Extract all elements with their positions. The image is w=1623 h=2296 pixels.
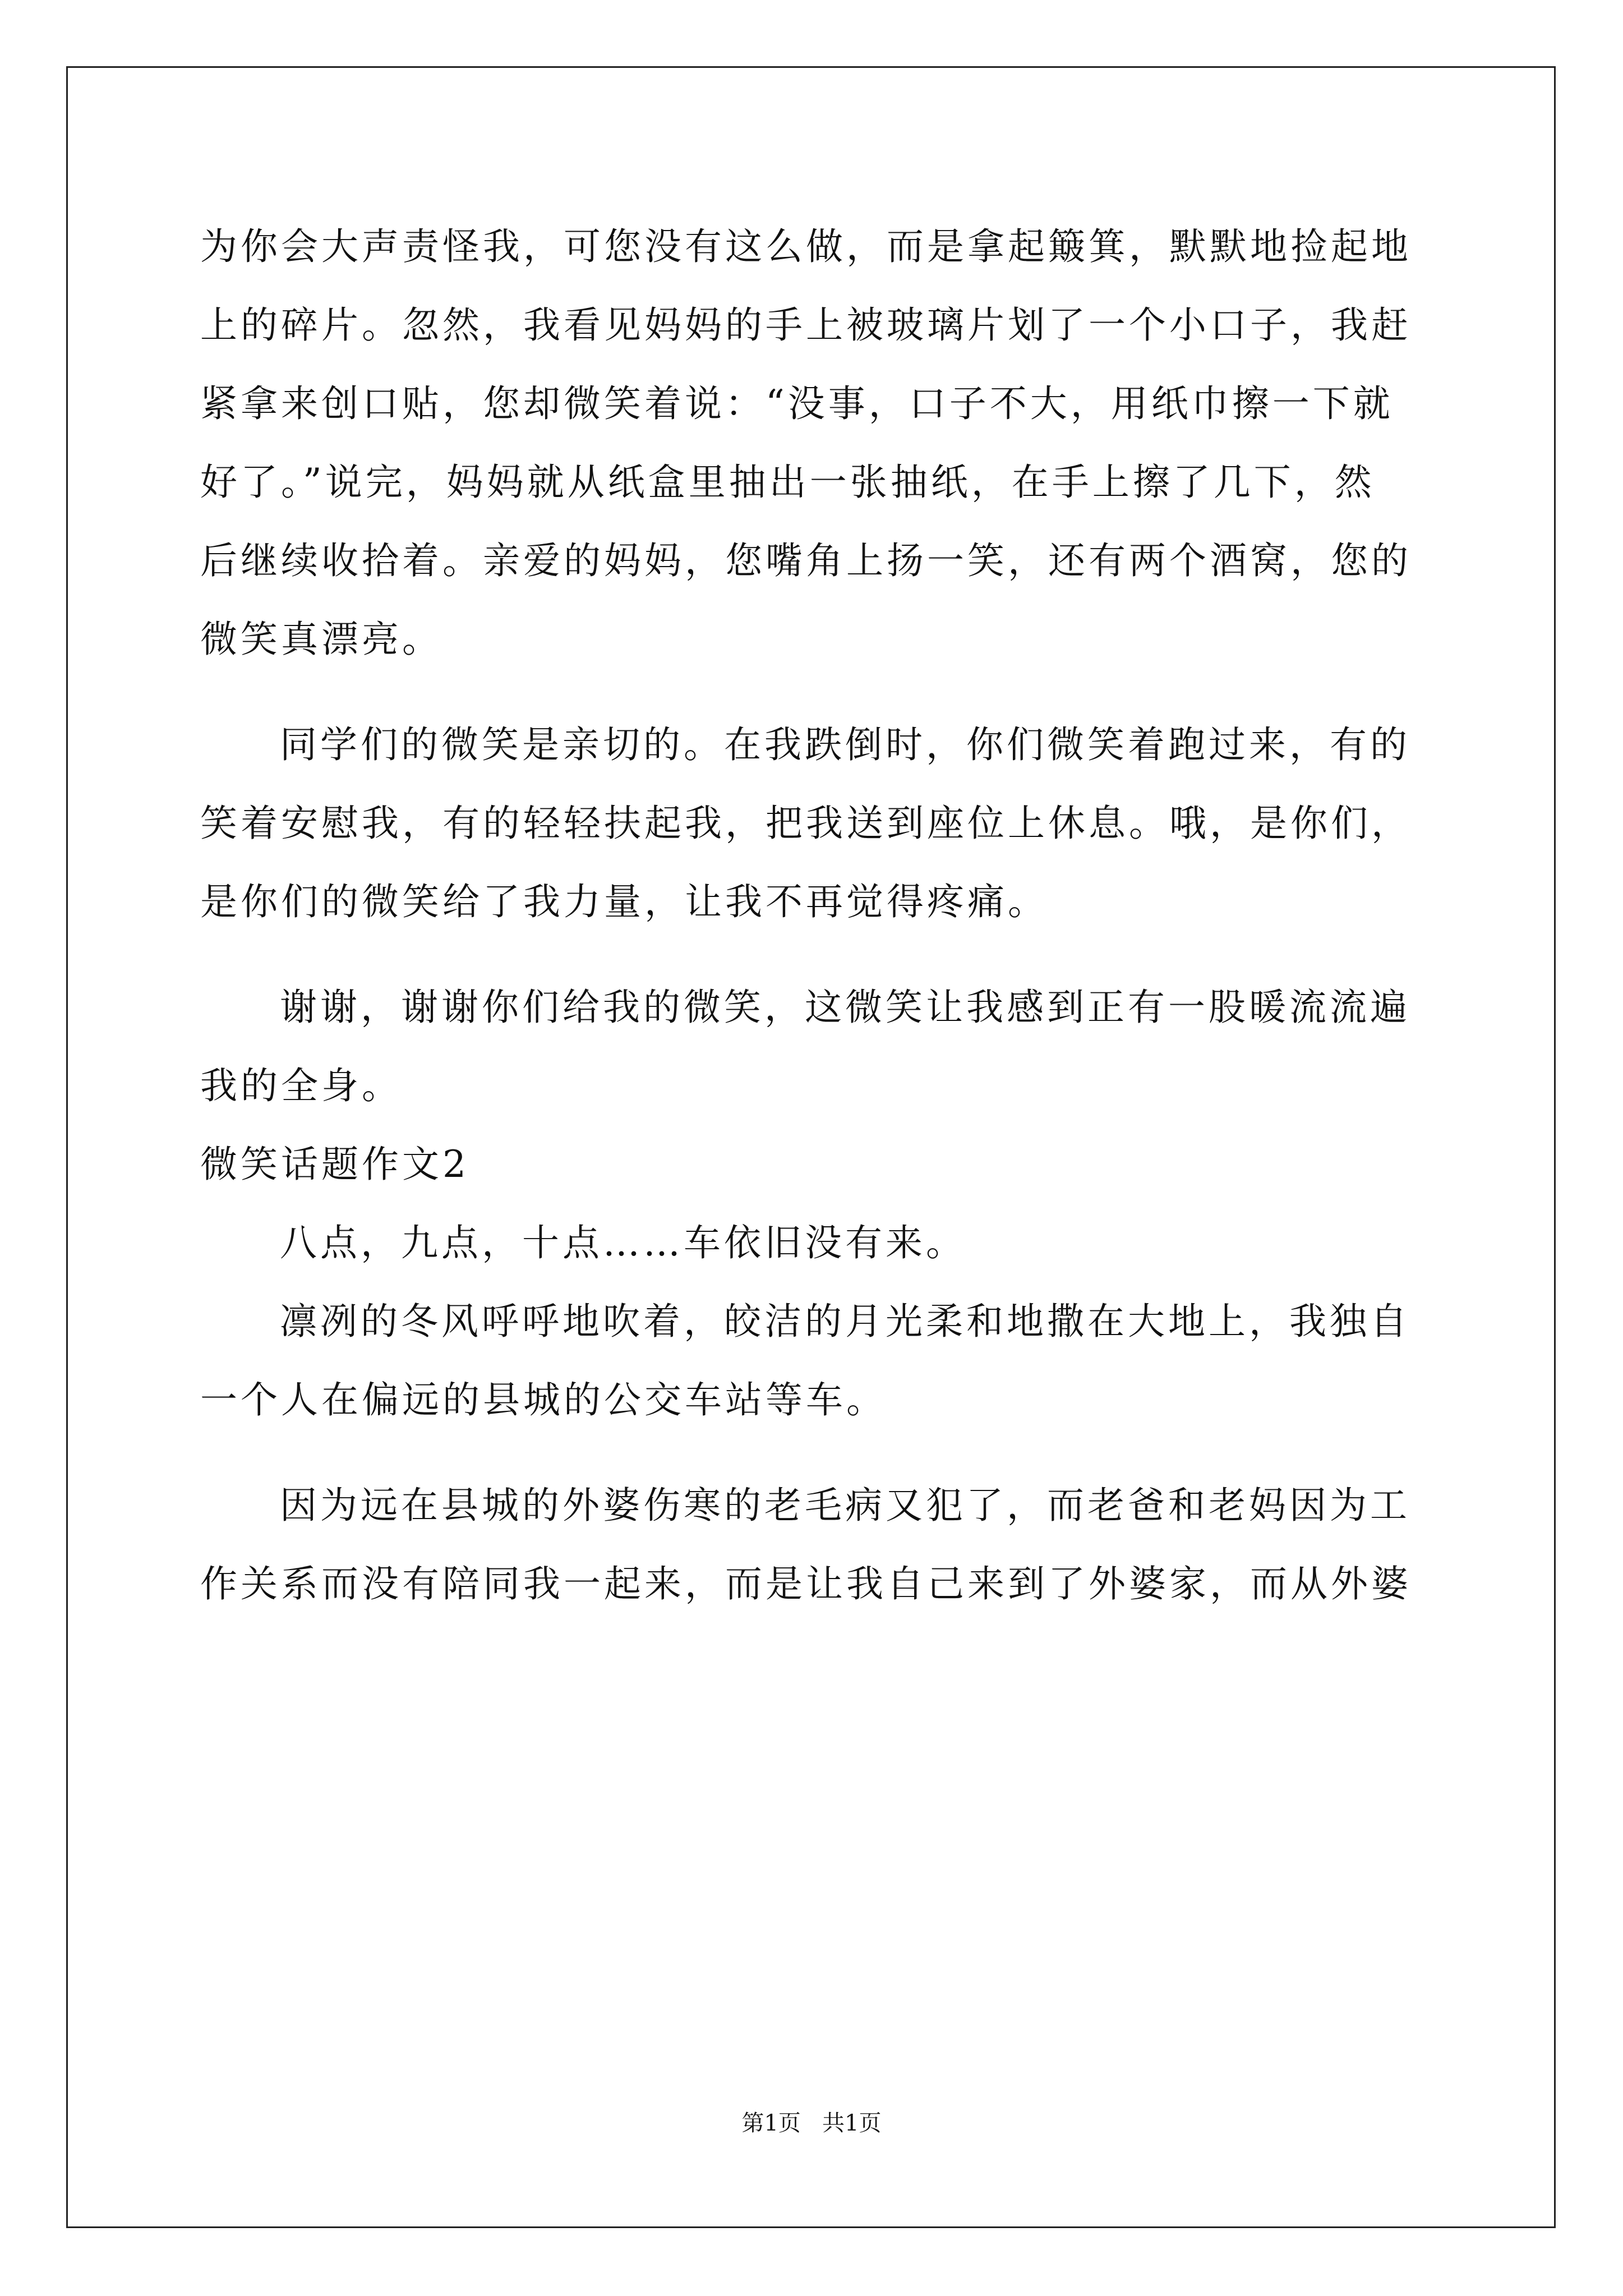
text-line: 后继续收拾着。亲爱的妈妈，您嘴角上扬一笑，还有两个酒窝，您的 — [200, 539, 1412, 582]
text-line: 八点，九点，十点……车依旧没有来。 — [280, 1221, 966, 1264]
section-title: 微笑话题作文2 — [200, 1143, 469, 1186]
text-line: 作关系而没有陪同我一起来，而是让我自己来到了外婆家，而从外婆 — [200, 1562, 1412, 1605]
paragraph-spacing — [200, 1439, 1423, 1466]
page-number-footer: 第1页 共1页 — [741, 2110, 882, 2136]
document-body — [200, 208, 1423, 1623]
text-line: 为你会大声责怪我，可您没有这么做，而是拿起簸箕，默默地捡起地 — [200, 225, 1412, 268]
text-line: 凛冽的冬风呼呼地吹着，皎洁的月光柔和地撒在大地上，我独自 — [280, 1300, 1410, 1343]
text-line: 同学们的微笑是亲切的。在我跌倒时，你们微笑着跑过来，有的 — [280, 723, 1410, 766]
text-line: 笑着安慰我，有的轻轻扶起我，把我送到座位上休息。哦，是你们， — [200, 802, 1412, 845]
text-line: 微笑真漂亮。 — [200, 618, 442, 661]
text-line: 我的全身。 — [200, 1064, 402, 1107]
paragraph-3 — [200, 968, 1423, 1125]
text-line: 一个人在偏远的县城的公交车站等车。 — [200, 1378, 887, 1421]
text-line: 上的碎片。忽然，我看见妈妈的手上被玻璃片划了一个小口子，我赶 — [200, 303, 1412, 347]
text-line: 因为远在县城的外婆伤寒的老毛病又犯了，而老爸和老妈因为工 — [280, 1484, 1410, 1527]
paragraph-2 — [200, 706, 1423, 941]
paragraph-1 — [200, 208, 1423, 679]
text-line: 谢谢，谢谢你们给我的微笑，这微笑让我感到正有一股暖流流遍 — [280, 986, 1410, 1029]
paragraph-spacing — [200, 679, 1423, 706]
text-line: 紧拿来创口贴，您却微笑着说：“没事，口子不大，用纸巾擦一下就 — [200, 382, 1394, 425]
text-line: 好了。”说完，妈妈就从纸盒里抽出一张抽纸，在手上擦了几下，然 — [200, 461, 1375, 504]
paragraph-5 — [200, 1282, 1423, 1439]
text-line: 是你们的微笑给了我力量，让我不再觉得疼痛。 — [200, 880, 1048, 923]
paragraph-4 — [200, 1204, 1423, 1282]
paragraph-spacing — [200, 941, 1423, 968]
paragraph-6 — [200, 1466, 1423, 1623]
